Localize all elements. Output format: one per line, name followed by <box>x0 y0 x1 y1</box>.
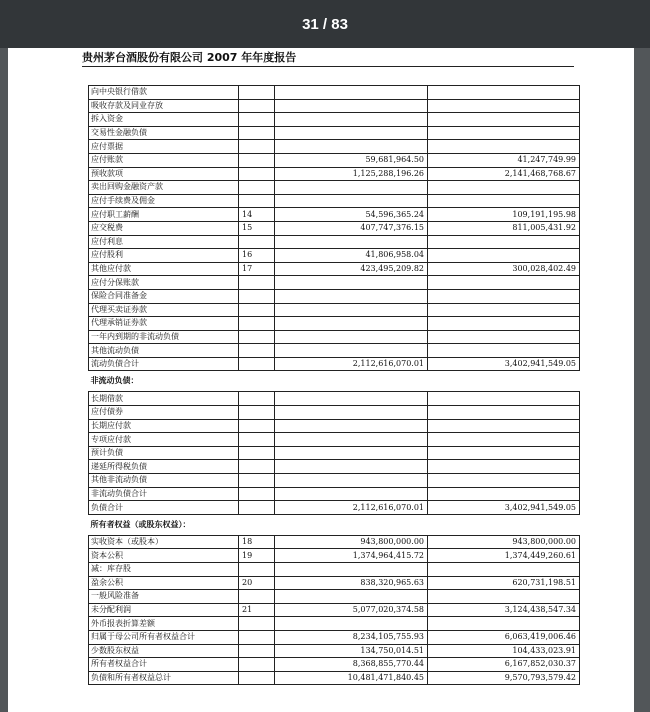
row-prior-value: 41,247,749.99 <box>428 153 580 167</box>
row-label: 实收资本（或股本） <box>89 535 239 549</box>
row-label: 应付债券 <box>89 406 239 420</box>
table-row <box>89 563 580 577</box>
row-label: 负债和所有者权益总计 <box>89 671 239 685</box>
row-prior-value <box>428 446 580 460</box>
balance-sheet-table <box>88 85 580 685</box>
row-current-value: 407,747,376.15 <box>275 221 428 235</box>
row-note <box>239 501 275 515</box>
row-label: 卖出回购金融资产款 <box>89 181 239 195</box>
row-label: 拆入资金 <box>89 113 239 127</box>
row-note <box>239 194 275 208</box>
row-label: 资本公积 <box>89 549 239 563</box>
table-row <box>89 167 580 181</box>
row-note: 14 <box>239 208 275 222</box>
row-note: 15 <box>239 221 275 235</box>
table-row <box>89 344 580 358</box>
row-current-value <box>275 86 428 100</box>
row-label: 应付票据 <box>89 140 239 154</box>
table-row <box>89 433 580 447</box>
row-label: 递延所得税负债 <box>89 460 239 474</box>
row-prior-value: 1,374,449,260.61 <box>428 549 580 563</box>
row-current-value: 134,750,014.51 <box>275 644 428 658</box>
table-row <box>89 658 580 672</box>
table-row <box>89 501 580 515</box>
row-label: 应付股利 <box>89 249 239 263</box>
row-prior-value <box>428 181 580 195</box>
row-current-value: 59,681,964.50 <box>275 153 428 167</box>
table-row <box>89 153 580 167</box>
document-page <box>8 48 634 712</box>
row-label: 应付利息 <box>89 235 239 249</box>
row-note <box>239 235 275 249</box>
row-note <box>239 671 275 685</box>
row-current-value <box>275 235 428 249</box>
row-current-value <box>275 344 428 358</box>
row-label: 一般风险准备 <box>89 590 239 604</box>
row-current-value <box>275 113 428 127</box>
row-current-value <box>275 419 428 433</box>
row-note <box>239 644 275 658</box>
row-prior-value <box>428 406 580 420</box>
row-note <box>239 167 275 181</box>
row-note <box>239 630 275 644</box>
row-note <box>239 113 275 127</box>
row-note <box>239 474 275 488</box>
row-current-value <box>275 392 428 406</box>
row-label: 归属于母公司所有者权益合计 <box>89 630 239 644</box>
row-current-value <box>275 317 428 331</box>
row-current-value: 1,125,288,196.26 <box>275 167 428 181</box>
row-prior-value <box>428 235 580 249</box>
row-current-value <box>275 99 428 113</box>
row-current-value <box>275 563 428 577</box>
table-row <box>89 617 580 631</box>
row-current-value <box>275 487 428 501</box>
row-label: 代理承销证券款 <box>89 317 239 331</box>
row-label: 盈余公积 <box>89 576 239 590</box>
row-label: 应付职工薪酬 <box>89 208 239 222</box>
table-row <box>89 576 580 590</box>
row-current-value <box>275 590 428 604</box>
row-label: 外币报表折算差额 <box>89 617 239 631</box>
row-label: 流动负债合计 <box>89 357 239 371</box>
row-prior-value <box>428 289 580 303</box>
row-note <box>239 303 275 317</box>
row-current-value: 10,481,471,840.45 <box>275 671 428 685</box>
section-label: 所有者权益（或股东权益）： <box>90 519 191 529</box>
row-prior-value <box>428 344 580 358</box>
row-note <box>239 357 275 371</box>
table-row <box>89 221 580 235</box>
row-prior-value <box>428 86 580 100</box>
table-row <box>89 194 580 208</box>
row-current-value: 2,112,616,070.01 <box>275 501 428 515</box>
row-current-value <box>275 406 428 420</box>
row-prior-value <box>428 194 580 208</box>
row-label: 其他应付款 <box>89 262 239 276</box>
row-prior-value: 3,402,941,549.05 <box>428 501 580 515</box>
row-current-value <box>275 289 428 303</box>
row-current-value <box>275 433 428 447</box>
row-current-value: 5,077,020,374.58 <box>275 603 428 617</box>
row-label: 预收款项 <box>89 167 239 181</box>
row-current-value: 54,596,365.24 <box>275 208 428 222</box>
table-row <box>89 419 580 433</box>
row-prior-value: 3,402,941,549.05 <box>428 357 580 371</box>
row-prior-value: 3,124,438,547.34 <box>428 603 580 617</box>
row-note <box>239 487 275 501</box>
row-label: 交易性金融负债 <box>89 126 239 140</box>
row-prior-value <box>428 590 580 604</box>
table-row <box>89 535 580 549</box>
row-note <box>239 140 275 154</box>
row-current-value: 838,320,965.63 <box>275 576 428 590</box>
table-row <box>89 460 580 474</box>
row-prior-value <box>428 460 580 474</box>
table-row <box>89 392 580 406</box>
table-row <box>89 406 580 420</box>
table-row <box>89 289 580 303</box>
viewer-toolbar <box>0 0 650 48</box>
section-header <box>89 514 580 535</box>
row-note <box>239 276 275 290</box>
row-prior-value <box>428 474 580 488</box>
row-label: 长期应付款 <box>89 419 239 433</box>
row-prior-value: 300,028,402.49 <box>428 262 580 276</box>
row-prior-value <box>428 140 580 154</box>
row-label: 代理买卖证券款 <box>89 303 239 317</box>
table-row <box>89 549 580 563</box>
table-row <box>89 86 580 100</box>
row-prior-value: 811,005,431.92 <box>428 221 580 235</box>
row-prior-value <box>428 617 580 631</box>
row-prior-value: 6,063,419,006.46 <box>428 630 580 644</box>
row-note <box>239 433 275 447</box>
row-note <box>239 392 275 406</box>
table-row <box>89 208 580 222</box>
row-note <box>239 617 275 631</box>
page-indicator: 31 / 83 <box>302 15 348 33</box>
row-note <box>239 658 275 672</box>
row-prior-value <box>428 419 580 433</box>
row-label: 应付手续费及佣金 <box>89 194 239 208</box>
row-prior-value: 109,191,195.98 <box>428 208 580 222</box>
row-label: 减：库存股 <box>89 563 239 577</box>
row-prior-value <box>428 249 580 263</box>
row-label: 吸收存款及同业存放 <box>89 99 239 113</box>
row-label: 应付账款 <box>89 153 239 167</box>
row-prior-value: 2,141,468,768.67 <box>428 167 580 181</box>
table-row <box>89 317 580 331</box>
row-current-value <box>275 474 428 488</box>
row-label: 少数股东权益 <box>89 644 239 658</box>
section-header <box>89 371 580 392</box>
row-note <box>239 446 275 460</box>
table-row <box>89 99 580 113</box>
row-prior-value <box>428 563 580 577</box>
row-note: 18 <box>239 535 275 549</box>
row-current-value <box>275 330 428 344</box>
row-label: 应交税费 <box>89 221 239 235</box>
row-prior-value <box>428 276 580 290</box>
row-note <box>239 330 275 344</box>
row-note: 16 <box>239 249 275 263</box>
row-note <box>239 126 275 140</box>
row-note <box>239 86 275 100</box>
table-row <box>89 126 580 140</box>
row-prior-value <box>428 392 580 406</box>
row-label: 其他流动负债 <box>89 344 239 358</box>
row-current-value: 1,374,964,415.72 <box>275 549 428 563</box>
row-prior-value: 6,167,852,030.37 <box>428 658 580 672</box>
row-prior-value <box>428 487 580 501</box>
row-current-value: 8,234,105,755.93 <box>275 630 428 644</box>
row-label: 一年内到期的非流动负债 <box>89 330 239 344</box>
table-row <box>89 303 580 317</box>
row-prior-value: 943,800,000.00 <box>428 535 580 549</box>
row-note <box>239 419 275 433</box>
row-label: 向中央银行借款 <box>89 86 239 100</box>
row-note <box>239 406 275 420</box>
table-row <box>89 235 580 249</box>
row-note <box>239 181 275 195</box>
row-current-value: 423,495,209.82 <box>275 262 428 276</box>
row-label: 未分配利润 <box>89 603 239 617</box>
row-prior-value: 104,433,023.91 <box>428 644 580 658</box>
row-current-value <box>275 140 428 154</box>
table-row <box>89 262 580 276</box>
table-row <box>89 487 580 501</box>
row-note: 17 <box>239 262 275 276</box>
row-label: 保险合同准备金 <box>89 289 239 303</box>
row-label: 所有者权益合计 <box>89 658 239 672</box>
table-row <box>89 113 580 127</box>
row-note <box>239 460 275 474</box>
row-label: 其他非流动负债 <box>89 474 239 488</box>
row-note <box>239 289 275 303</box>
row-current-value: 8,368,855,770.44 <box>275 658 428 672</box>
row-note: 19 <box>239 549 275 563</box>
row-prior-value <box>428 317 580 331</box>
table-row <box>89 644 580 658</box>
row-label: 负债合计 <box>89 501 239 515</box>
row-note <box>239 317 275 331</box>
table-row <box>89 140 580 154</box>
row-label: 专项应付款 <box>89 433 239 447</box>
row-prior-value <box>428 330 580 344</box>
row-prior-value <box>428 433 580 447</box>
table-row <box>89 671 580 685</box>
report-header: 贵州茅台酒股份有限公司 2007 年年度报告 <box>82 51 297 64</box>
table-row <box>89 357 580 371</box>
row-prior-value <box>428 303 580 317</box>
row-label: 长期借款 <box>89 392 239 406</box>
row-current-value <box>275 617 428 631</box>
row-prior-value <box>428 113 580 127</box>
table-row <box>89 474 580 488</box>
row-prior-value: 9,570,793,579.42 <box>428 671 580 685</box>
row-note <box>239 344 275 358</box>
row-note: 21 <box>239 603 275 617</box>
section-label: 非流动负债： <box>90 376 139 386</box>
row-label: 应付分保账款 <box>89 276 239 290</box>
row-current-value <box>275 303 428 317</box>
row-prior-value: 620,731,198.51 <box>428 576 580 590</box>
row-current-value <box>275 194 428 208</box>
row-current-value <box>275 126 428 140</box>
row-note <box>239 153 275 167</box>
row-current-value: 2,112,616,070.01 <box>275 357 428 371</box>
table-row <box>89 330 580 344</box>
table-row <box>89 603 580 617</box>
table-row <box>89 181 580 195</box>
row-current-value <box>275 460 428 474</box>
row-note <box>239 563 275 577</box>
table-row <box>89 446 580 460</box>
table-row <box>89 590 580 604</box>
row-note <box>239 590 275 604</box>
row-prior-value <box>428 126 580 140</box>
row-current-value: 943,800,000.00 <box>275 535 428 549</box>
row-current-value: 41,806,958.04 <box>275 249 428 263</box>
row-prior-value <box>428 99 580 113</box>
row-label: 非流动负债合计 <box>89 487 239 501</box>
table-row <box>89 249 580 263</box>
row-current-value <box>275 181 428 195</box>
row-note <box>239 99 275 113</box>
table-row <box>89 630 580 644</box>
row-current-value <box>275 446 428 460</box>
row-label: 预计负债 <box>89 446 239 460</box>
row-current-value <box>275 276 428 290</box>
row-note: 20 <box>239 576 275 590</box>
table-row <box>89 276 580 290</box>
header-rule <box>82 66 574 67</box>
